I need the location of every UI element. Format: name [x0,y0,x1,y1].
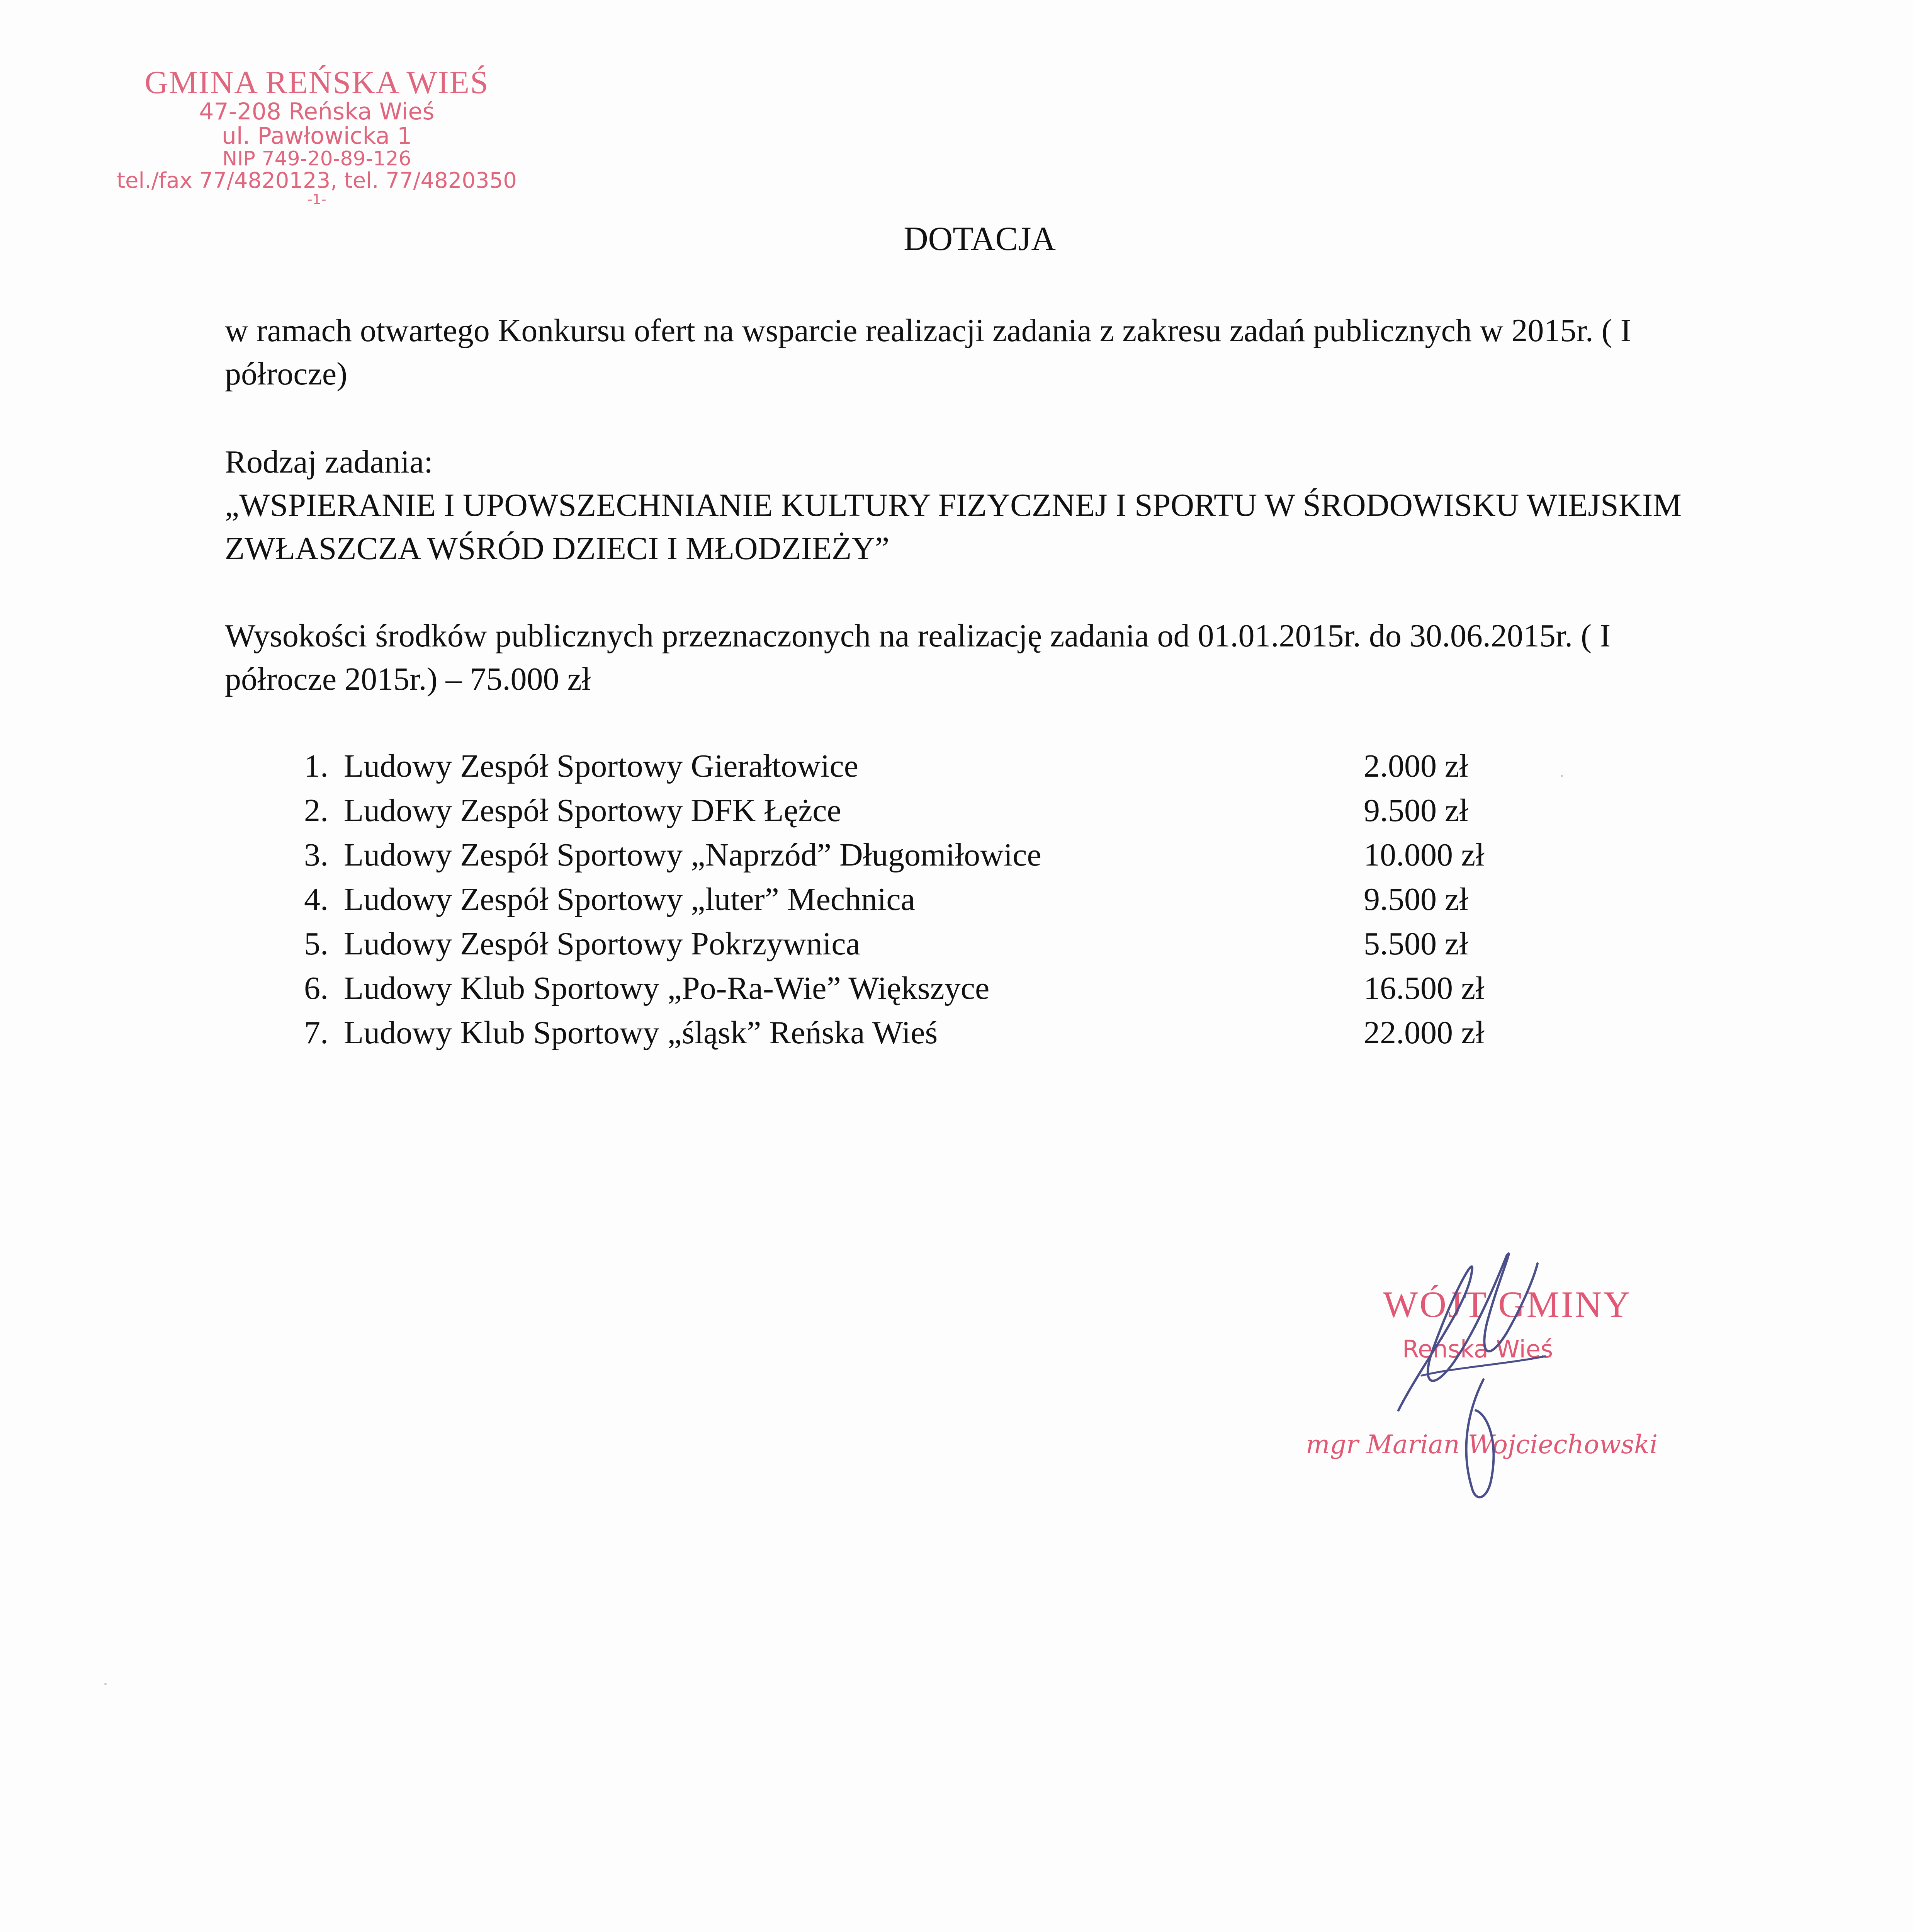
list-item [274,966,1549,1010]
office-stamp [70,66,564,207]
task-name: „WSPIERANIE I UPOWSZECHNIANIE KULTURY FIZYCZNEJ I SPORTU W ŚRODOWISKU WIEJSKIM ZWŁASZCZA WŚRÓD DZIECI I MŁODZIEŻY” [225,487,1682,566]
stamp-postal-address: 47-208 Reńska Wieś [199,98,435,126]
grant-amount: 10.000 zł [1364,837,1485,873]
handwritten-signature-icon [1306,1248,1731,1519]
stamp-office-name: GMINA REŃSKA WIEŚ [144,65,489,100]
grant-recipient: Ludowy Zespół Sportowy DFK Łężce [344,793,841,828]
paper-speck [104,1683,107,1685]
stamp-phone: tel./fax 77/4820123, tel. 77/4820350 [117,168,517,193]
grant-list [274,744,1549,1055]
list-item [274,922,1549,966]
grant-recipient: Ludowy Zespół Sportowy „Naprzód” Długomiłowice [344,837,1041,873]
signature-stamp-place: Reńska Wieś [1402,1335,1553,1363]
task-section [225,440,1693,570]
page-number: -1- [307,191,326,207]
grant-number: 1. [304,748,328,784]
grant-number: 3. [304,837,328,873]
list-item [274,833,1549,877]
list-item [274,744,1549,788]
signature-stamp-title: WÓJT GMINY [1383,1284,1632,1325]
grant-recipient: Ludowy Klub Sportowy „śląsk” Reńska Wieś [344,1015,938,1051]
document-title: DOTACJA [904,220,1056,258]
grant-amount: 5.500 zł [1364,926,1468,962]
grant-recipient: Ludowy Zespół Sportowy Pokrzywnica [344,926,860,962]
grant-recipient: Ludowy Zespół Sportowy „luter” Mechnica [344,881,915,917]
stamp-street-address: ul. Pawłowicka 1 [221,122,412,150]
grant-number: 7. [304,1015,328,1051]
paper-speck [1561,775,1563,777]
grant-number: 4. [304,881,328,917]
amount-paragraph: Wysokości środków publicznych przeznaczonych na realizację zadania od 01.01.2015r. do 30.06.2015r. ( I półrocze 2015r.) – 75.000 zł [225,618,1611,697]
list-item [274,788,1549,833]
grant-number: 5. [304,926,328,962]
task-label: Rodzaj zadania: [225,444,433,480]
grant-recipient: Ludowy Klub Sportowy „Po-Ra-Wie” Większyce [344,970,990,1006]
grant-amount: 9.500 zł [1364,793,1468,828]
grant-amount: 9.500 zł [1364,881,1468,917]
intro-paragraph: w ramach otwartego Konkursu ofert na wsparcie realizacji zadania z zakresu zadań publicznych w 2015r. ( I półrocze) [225,313,1631,392]
grant-amount: 16.500 zł [1364,970,1485,1006]
signature-stamp [1306,1248,1731,1519]
signatory-name: mgr Marian Wojciechowski [1306,1430,1658,1459]
list-item [274,877,1549,922]
grant-number: 2. [304,793,328,828]
grant-number: 6. [304,970,328,1006]
list-item [274,1010,1549,1055]
grant-amount: 2.000 zł [1364,748,1468,784]
grant-recipient: Ludowy Zespół Sportowy Gierałtowice [344,748,859,784]
grant-amount: 22.000 zł [1364,1015,1485,1051]
stamp-nip: NIP 749-20-89-126 [222,147,411,171]
